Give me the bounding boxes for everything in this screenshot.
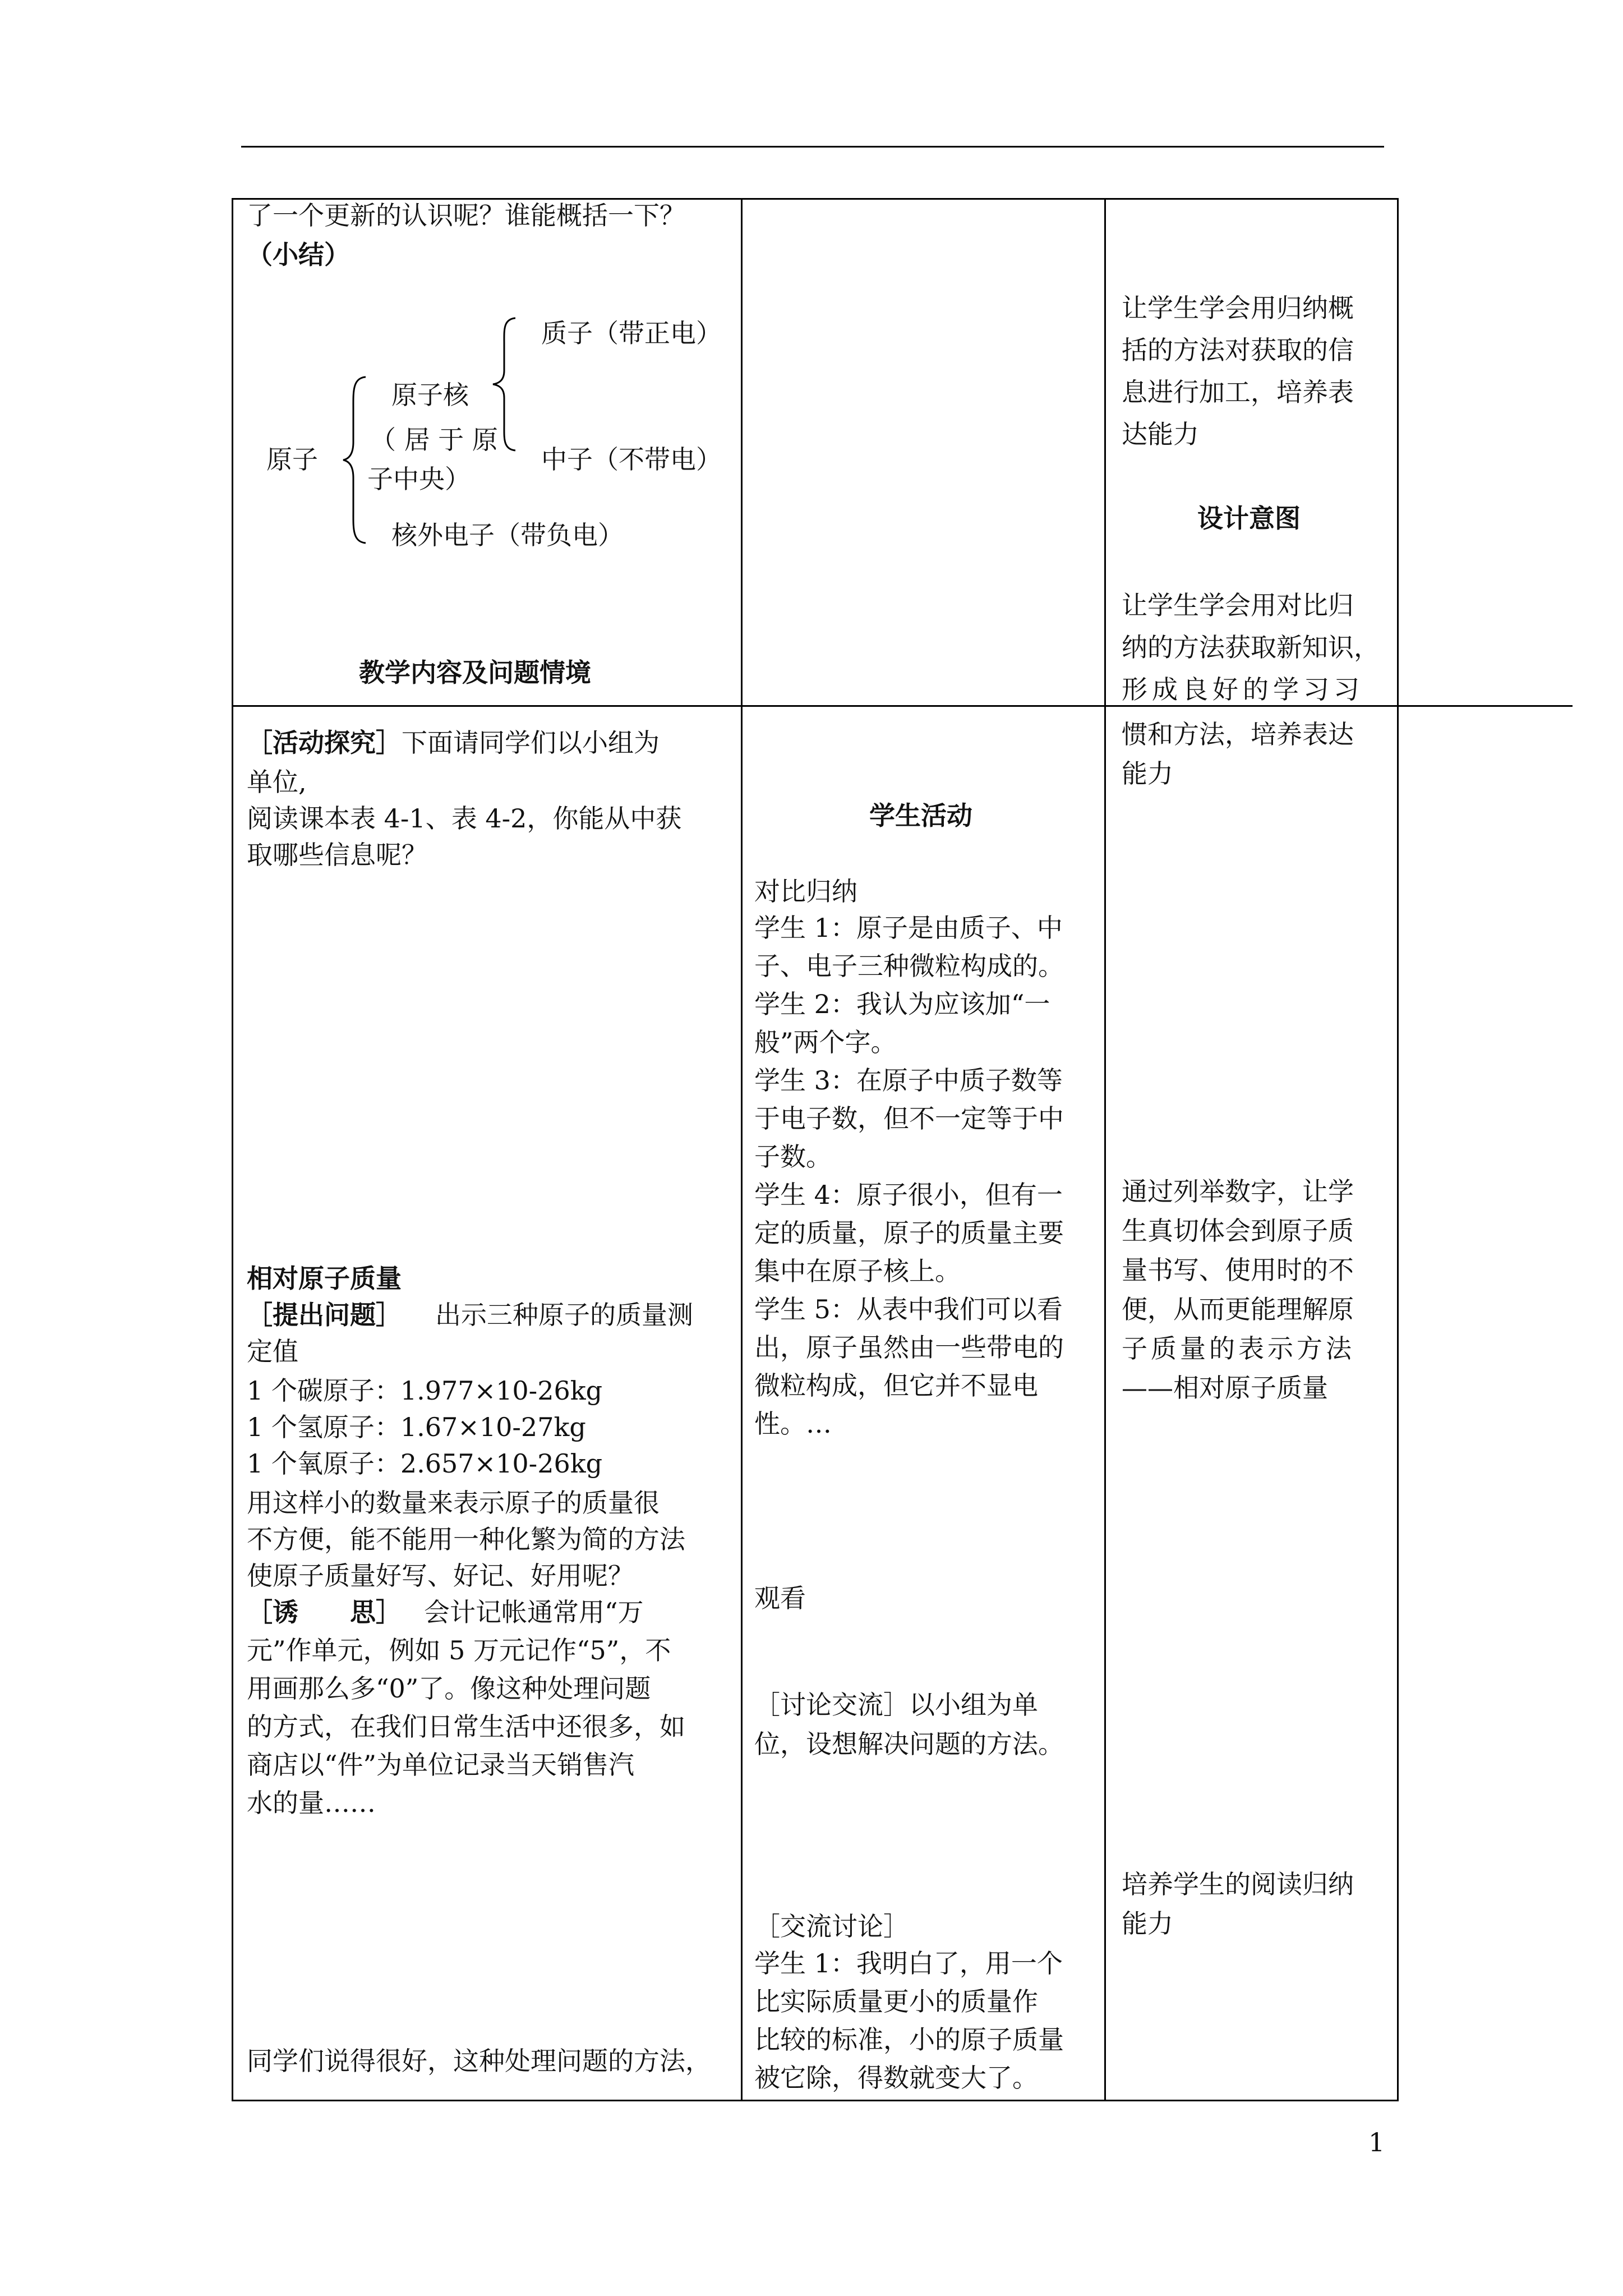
intent2-line-4: 能力	[1122, 758, 1173, 789]
compare-line-1: 学生 1：原子是由质子、中	[754, 913, 1063, 943]
exchange-line-2: 比实际质量更小的质量作	[754, 1986, 1038, 2017]
induce-block	[247, 1593, 644, 1631]
after-masses-0: 用这样小的数量来表示原子的质量很	[247, 1488, 660, 1518]
relative-mass-heading: 相对原子质量	[247, 1263, 402, 1294]
compare-line-11: 学生 5：从表中我们可以看	[754, 1294, 1063, 1324]
watch-text: 观看	[754, 1583, 806, 1613]
intent1-line-3: 达能力	[1122, 419, 1199, 449]
compare-line-8: 学生 4：原子很小，但有一	[754, 1180, 1063, 1210]
column-divider-1	[741, 198, 743, 2101]
tree-nucleus: 原子核	[391, 380, 469, 410]
discuss-line-1: 位，设想解决问题的方法。	[754, 1729, 1064, 1759]
after-masses-2: 使原子质量好写、好记、好用呢？	[247, 1561, 634, 1591]
closing-line: 同学们说得很好，这种处理问题的方法，	[247, 2046, 711, 2076]
exchange-line-1: 学生 1：我明白了，用一个	[754, 1948, 1063, 1978]
compare-line-7: 子数。	[754, 1142, 832, 1172]
induce-line-3: 的方式，在我们日常生活中还很多，如	[247, 1711, 685, 1742]
compare-line-9: 定的质量，原子的质量主要	[754, 1218, 1064, 1248]
compare-line-0: 对比归纳	[754, 876, 857, 907]
activity-label: ［活动探究］	[247, 728, 402, 758]
question-block	[247, 1296, 693, 1334]
tree-proton: 质子（带正电）	[541, 318, 722, 348]
intent4-line-0: 培养学生的阅读归纳	[1122, 1869, 1354, 1899]
tree-root: 原子	[266, 444, 318, 475]
mass-hydrogen: 1 个氢原子：1.67×10-27kg	[247, 1412, 586, 1442]
activity-line-0: 下面请同学们以小组为	[402, 728, 660, 758]
mass-oxygen: 1 个氧原子：2.657×10-26kg	[247, 1448, 603, 1479]
compare-line-3: 学生 2：我认为应该加“一	[754, 989, 1050, 1019]
header-rule	[241, 146, 1384, 148]
column-divider-2	[1104, 198, 1106, 2101]
question-text-2: 定值	[247, 1336, 298, 1366]
intent1-line-2: 息进行加工，培养表	[1122, 377, 1354, 407]
intent3-line-3: 便，从而更能理解原	[1122, 1294, 1354, 1324]
compare-line-5: 学生 3：在原子中质子数等	[754, 1065, 1063, 1096]
exchange-line-0: ［交流讨论］	[754, 1911, 909, 1941]
compare-line-2: 子、电子三种微粒构成的。	[754, 951, 1064, 981]
discuss-line-0: ［讨论交流］以小组为单	[754, 1690, 1038, 1720]
row-divider	[232, 705, 1106, 707]
intent1-line-1: 括的方法对获取的信	[1122, 335, 1354, 365]
compare-line-14: 性。…	[754, 1409, 832, 1439]
summary-line: 了一个更新的认识呢？谁能概括一下？	[247, 200, 685, 231]
exchange-line-3: 比较的标准，小的原子质量	[754, 2024, 1064, 2055]
induce-line-4: 商店以“件”为单位记录当天销售汽	[247, 1750, 635, 1780]
atom-structure-diagram	[241, 292, 735, 583]
intent1-line-0: 让学生学会用归纳概	[1122, 293, 1354, 323]
compare-line-10: 集中在原子核上。	[754, 1256, 961, 1286]
activity-line-3: 取哪些信息呢？	[247, 840, 427, 870]
mass-carbon: 1 个碳原子：1.977×10-26kg	[247, 1375, 603, 1406]
after-masses-1: 不方便，能不能用一种化繁为简的方法	[247, 1524, 685, 1554]
student-activity-heading: 学生活动	[869, 800, 972, 831]
tree-neutron: 中子（不带电）	[541, 444, 722, 475]
exchange-line-4: 被它除，得数就变大了。	[754, 2063, 1038, 2093]
design-intent-heading: 设计意图	[1197, 503, 1301, 533]
nucleus-brace	[491, 317, 519, 452]
section-heading-content: 教学内容及问题情境	[359, 657, 591, 688]
question-text: 出示三种原子的质量测	[435, 1300, 693, 1330]
induce-line-1: 元”作单元，例如 5 万元记作“5”，不	[247, 1635, 671, 1665]
question-label: ［提出问题］	[247, 1300, 402, 1330]
induce-line-0: 会计记帐通常用“万	[424, 1597, 644, 1627]
intent3-line-2: 量书写、使用时的不	[1122, 1255, 1354, 1285]
intent2-line-2: 形成良好的学习习	[1122, 674, 1364, 705]
compare-line-4: 般”两个字。	[754, 1027, 897, 1057]
intent2-line-1: 纳的方法获取新知识，	[1122, 632, 1380, 662]
intent3-line-0: 通过列举数字，让学	[1122, 1176, 1354, 1207]
outer-brace	[341, 376, 369, 544]
tree-nucleus-note-1: （ 居 于 原	[370, 425, 498, 455]
activity-block	[247, 724, 660, 762]
induce-line-5: 水的量……	[247, 1788, 376, 1818]
intent3-line-1: 生真切体会到原子质	[1122, 1216, 1354, 1246]
intent2-line-3: 惯和方法，培养表达	[1122, 719, 1354, 749]
tree-electron: 核外电子（带负电）	[391, 520, 624, 550]
intent3-line-4: 子质量的表示方法	[1122, 1333, 1355, 1364]
page-number: 1	[1368, 2127, 1385, 2157]
intent4-line-1: 能力	[1122, 1908, 1173, 1939]
induce-label: ［诱 思］	[247, 1597, 402, 1627]
induce-line-2: 用画那么多“0”了。像这种处理问题	[247, 1673, 651, 1704]
compare-line-12: 出，原子虽然由一些带电的	[754, 1332, 1064, 1363]
compare-line-6: 于电子数，但不一定等于中	[754, 1103, 1064, 1134]
tree-nucleus-note-2: 子中央）	[367, 464, 471, 494]
intent2-line-0: 让学生学会用对比归	[1122, 590, 1354, 620]
compare-line-13: 微粒构成，但它并不显电	[754, 1370, 1038, 1401]
summary-label: （小结）	[247, 240, 350, 270]
activity-line-1: 单位,	[247, 767, 307, 797]
activity-line-2: 阅读课本表 4-1、表 4-2，你能从中获	[247, 803, 682, 834]
intent3-line-5: ——相对原子质量	[1122, 1373, 1328, 1403]
